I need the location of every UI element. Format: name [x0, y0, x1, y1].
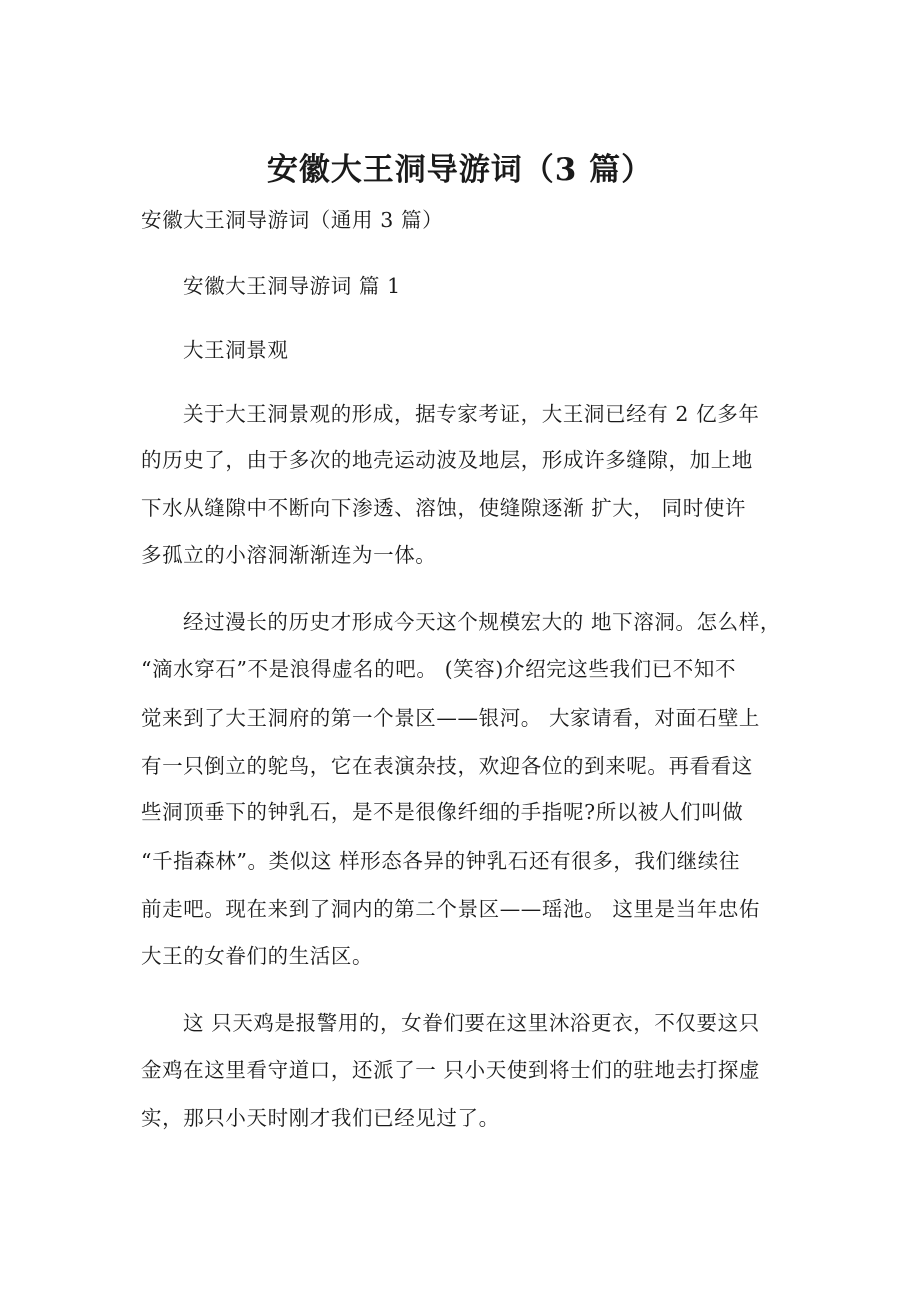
paragraph-1-line: 关于大王洞景观的形成，据专家考证，大王洞已经有 2 亿多年 — [183, 402, 760, 426]
paragraph-2-line: 前走吧。现在来到了洞内的第二个景区——瑶池。 这里是当年忠佑 — [141, 897, 761, 921]
paragraph-1-line: 的历史了，由于多次的地壳运动波及地层，形成许多缝隙，加上地 — [141, 448, 753, 472]
paragraph-2-line: 有一只倒立的鸵鸟，它在表演杂技，欢迎各位的到来呢。再看看这 — [141, 754, 753, 778]
paragraph-3-line: 金鸡在这里看守道口，还派了一 只小天使到将士们的驻地去打探虚 — [141, 1058, 761, 1082]
section-heading: 安徽大王洞导游词 篇 1 — [183, 274, 401, 298]
paragraph-3-line: 这 只天鸡是报警用的，女眷们要在这里沐浴更衣，不仅要这只 — [183, 1011, 760, 1035]
paragraph-1-line: 多孤立的小溶洞渐渐连为一体。 — [141, 543, 437, 567]
document-subtitle: 安徽大王洞导游词（通用 3 篇） — [141, 208, 444, 232]
paragraph-2-line: 些洞顶垂下的钟乳石，是不是很像纤细的手指呢?所以被人们叫做 — [141, 800, 744, 824]
paragraph-3-line: 实，那只小天时刚才我们已经见过了。 — [141, 1106, 500, 1130]
paragraph-2-line: “滴水穿石”不是浪得虚名的吧。 (笑容)介绍完这些我们已不知不 — [141, 657, 737, 681]
subheading: 大王洞景观 — [183, 338, 289, 362]
paragraph-2-line: 经过漫长的历史才形成今天这个规模宏大的 地下溶洞。怎么样， — [183, 610, 781, 634]
paragraph-2-line: 大王的女眷们的生活区。 — [141, 944, 374, 968]
paragraph-2-line: 觉来到了大王洞府的第一个景区——银河。 大家请看，对面石壁上 — [141, 706, 761, 730]
document-title: 安徽大王洞导游词（3 篇） — [266, 152, 654, 188]
paragraph-2-line: “千指森林”。类似这 样形态各异的钟乳石还有很多，我们继续往 — [141, 849, 740, 873]
paragraph-1-line: 下水从缝隙中不断向下渗透、溶蚀，使缝隙逐渐 扩大， 同时使许 — [141, 496, 747, 520]
